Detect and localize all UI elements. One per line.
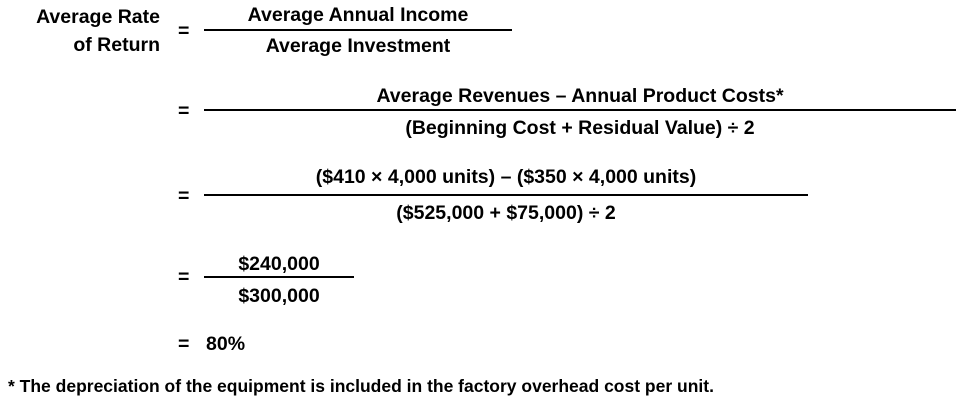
step3-denominator: ($525,000 + $75,000) ÷ 2	[396, 202, 616, 224]
step1-fraction-bar	[204, 29, 512, 31]
lhs-label-line2: of Return	[73, 34, 160, 56]
step2-numerator: Average Revenues – Annual Product Costs*	[376, 85, 784, 107]
step2-fraction-bar	[204, 109, 956, 111]
equals-sign-3: =	[178, 185, 190, 207]
step4-denominator: $300,000	[238, 285, 320, 307]
footnote: * The depreciation of the equipment is included in the factory overhead cost per unit.	[8, 376, 714, 396]
step1-denominator: Average Investment	[265, 35, 451, 57]
step4-fraction-bar	[204, 276, 354, 278]
equals-sign-1: =	[178, 20, 190, 42]
equals-sign-2: =	[178, 100, 190, 122]
step2-denominator: (Beginning Cost + Residual Value) ÷ 2	[405, 117, 755, 139]
step1-numerator: Average Annual Income	[247, 4, 469, 26]
equals-sign-4: =	[178, 266, 190, 288]
step3-numerator: ($410 × 4,000 units) – ($350 × 4,000 units)	[315, 166, 697, 188]
step4-numerator: $240,000	[238, 253, 320, 275]
step3-fraction-bar	[204, 194, 808, 196]
lhs-label-line1: Average Rate	[36, 6, 160, 28]
result-value: 80%	[206, 333, 246, 355]
equals-sign-5: =	[178, 333, 190, 355]
